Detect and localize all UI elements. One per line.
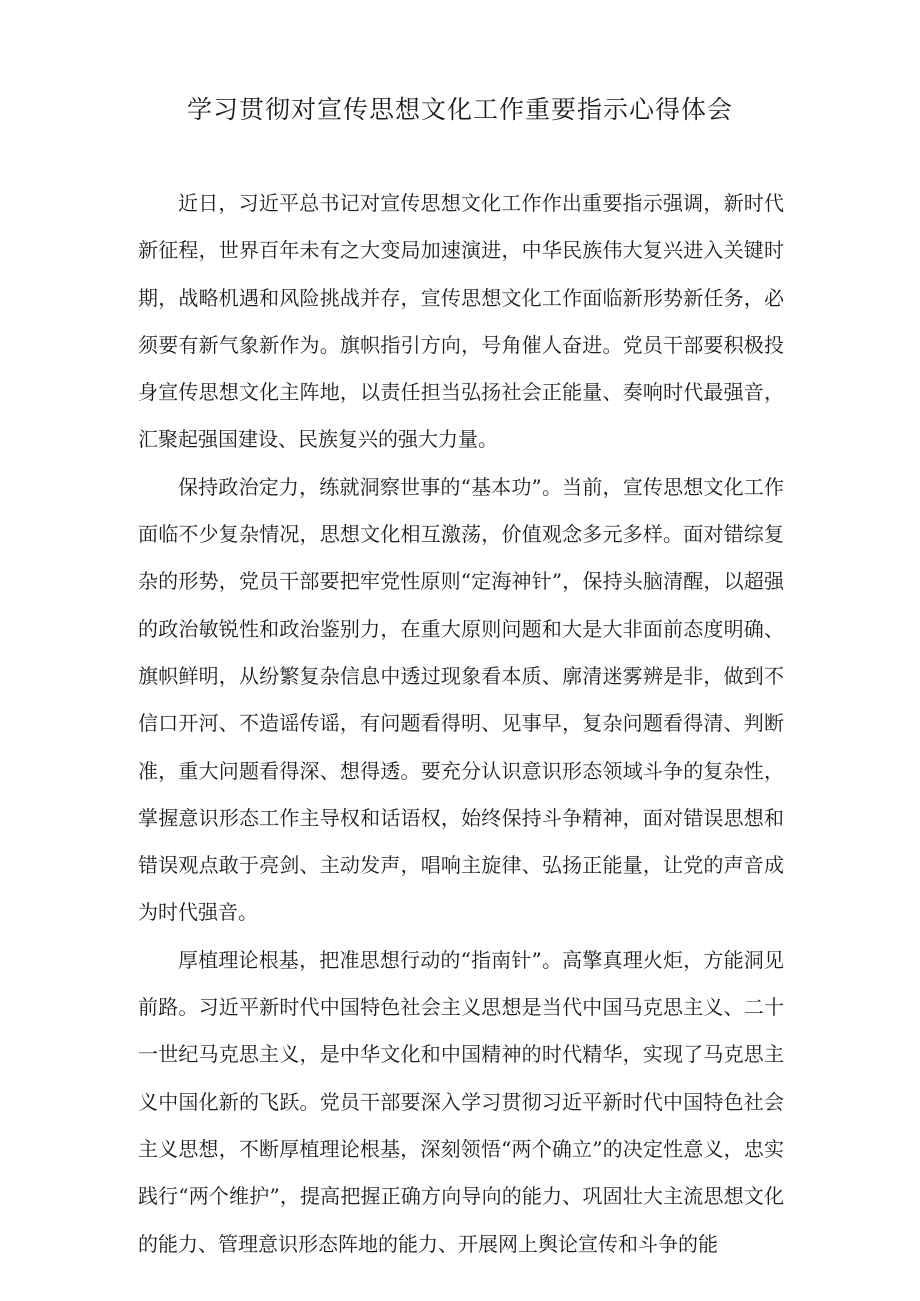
paragraph-intro: 近日，习近平总书记对宣传思想文化工作作出重要指示强调，新时代新征程，世界百年未有之大变局加速演进，中华民族伟大复兴进入关键时期，战略机遇和风险挑战并存，宣传思想文化工作面临新形势新任务，必须要有新气象新作为。旗帜指引方向，号角催人奋进。党员干部要积极投身宣传思想文化主阵地，以责任担当弘扬社会正能量、奏响时代最强音，汇聚起强国建设、民族复兴的强大力量。 bbox=[138, 191, 784, 452]
paragraph-theory-foundation: 厚植理论根基，把准思想行动的“指南针”。高擎真理火炬，方能洞见前路。习近平新时代中国特色社会主义思想是当代中国马克思主义、二十一世纪马克思主义，是中华文化和中国精神的时代精华，实现了马克思主义中国化新的飞跃。党员干部要深入学习贯彻习近平新时代中国特色社会主义思想，不断厚植理论根基，深刻领悟“两个确立”的决定性意义，忠实践行“两个维护”，提高把握正确方向导向的能力、巩固壮大主流思想文化的能力、管理意识形态阵地的能力、开展网上舆论宣传和斗争的能 bbox=[138, 947, 784, 1256]
document-title: 学习贯彻对宣传思想文化工作重要指示心得体会 bbox=[186, 95, 733, 124]
paragraph-political-focus: 保持政治定力，练就洞察世事的“基本功”。当前，宣传思想文化工作面临不少复杂情况，思想文化相互激荡，价值观念多元多样。面对错综复杂的形势，党员干部要把牢党性原则“定海神针”，保持头脑清醒，以超强的政治敏锐性和政治鉴别力，在重大原则问题和大是大非面前态度明确、旗帜鲜明，从纷繁复杂信息中透过现象看本质、廓清迷雾辨是非，做到不信口开河、不造谣传谣，有问题看得明、见事早，复杂问题看得清、判断准，重大问题看得深、想得透。要充分认识意识形态领域斗争的复杂性，掌握意识形态工作主导权和话语权，始终保持斗争精神，面对错误思想和错误观点敢于亮剑、主动发声，唱响主旋律、弘扬正能量，让党的声音成为时代强音。 bbox=[138, 474, 784, 925]
document-body bbox=[138, 180, 784, 1268]
